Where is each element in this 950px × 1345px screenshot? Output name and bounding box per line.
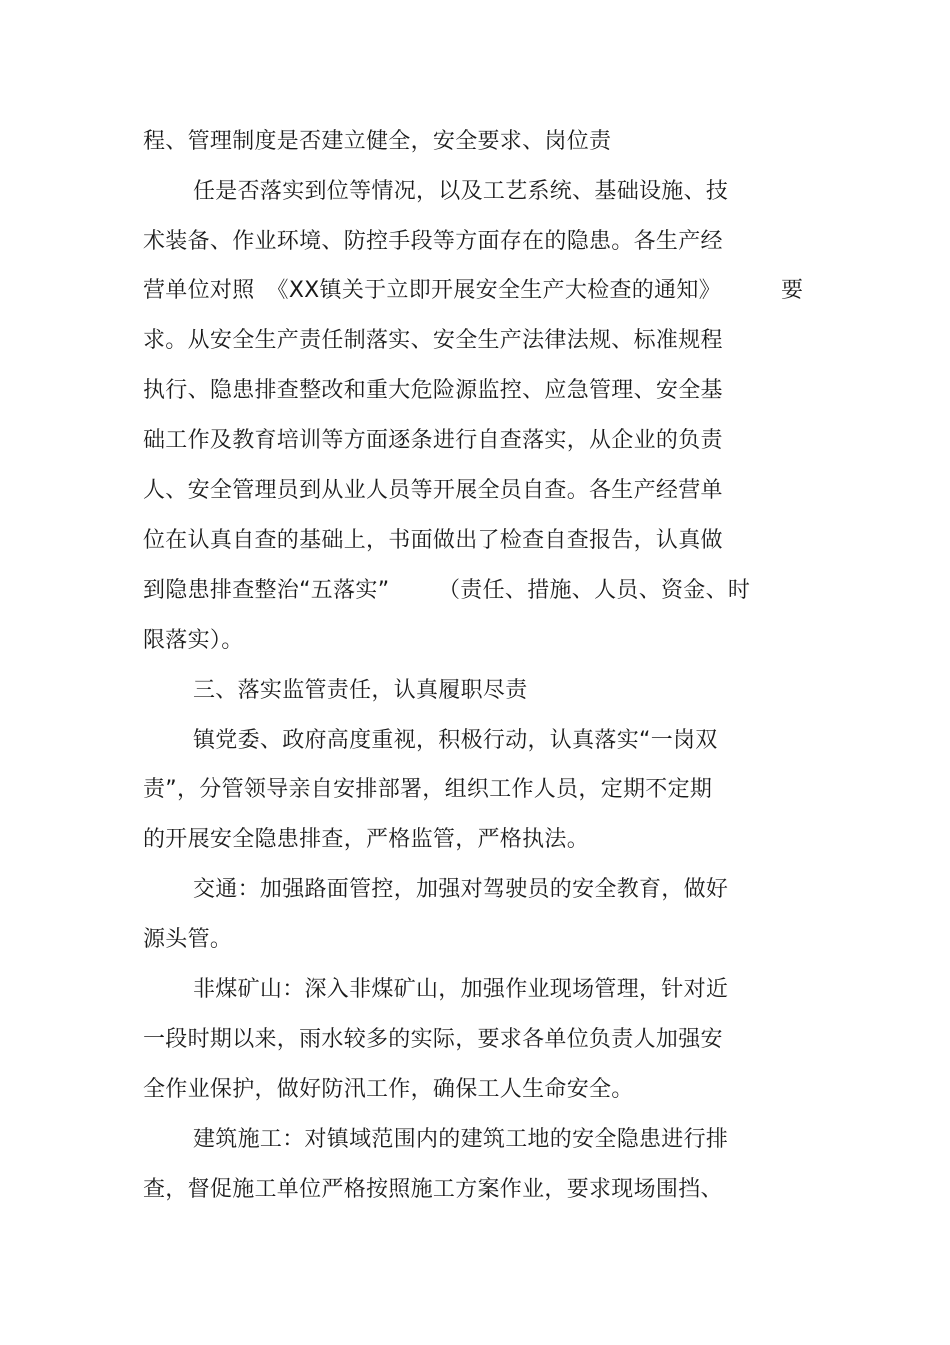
text-line: 交通：加强路面管控，加强对驾驶员的安全教育，做好 [193, 877, 729, 902]
text-line: 源头管。 [143, 927, 233, 952]
text-line: 任是否落实到位等情况，以及工艺系统、基础设施、技 [193, 179, 729, 204]
text-segment: 要 [781, 278, 804, 303]
text-line [143, 276, 721, 306]
text-line: 人、安全管理员到从业人员等开展全员自查。各生产经营单 [143, 478, 723, 503]
text-line: 限落实）。 [143, 628, 244, 653]
text-line: 查，督促施工单位严格按照施工方案作业，要求现场围挡、 [143, 1177, 723, 1202]
text-line: 全作业保护，做好防汛工作，确保工人生命安全。 [143, 1077, 634, 1102]
text-line: 非煤矿山：深入非煤矿山，加强作业现场管理，针对近 [193, 977, 729, 1002]
section-heading: 三、落实监管责任，认真履职尽责 [193, 678, 528, 703]
text-segment: （责任、措施、人员、资金、时 [438, 578, 751, 603]
text-line: 程、管理制度是否建立健全，安全要求、岗位责 [143, 129, 612, 154]
text-line: 术装备、作业环境、防控手段等方面存在的隐患。各生产经 [143, 229, 723, 254]
text-line: 位在认真自查的基础上，书面做出了检查自查报告，认真做 [143, 528, 723, 553]
text-line: 责”，分管领导亲自安排部署，组织工作人员，定期不定期 [143, 777, 713, 802]
notice-title: 《XX镇关于立即开展安全生产大检查的通知》 [266, 278, 721, 303]
text-line: 镇党委、政府高度重视，积极行动，认真落实“一岗双 [193, 728, 718, 753]
text-segment: 营单位对照 [143, 278, 255, 303]
text-line: 建筑施工：对镇域范围内的建筑工地的安全隐患进行排 [193, 1127, 729, 1152]
text-line: 执行、隐患排查整改和重大危险源监控、应急管理、安全基 [143, 378, 723, 403]
text-line: 求。从安全生产责任制落实、安全生产法律法规、标准规程 [143, 328, 723, 353]
text-line: 础工作及教育培训等方面逐条进行自查落实，从企业的负责 [143, 428, 723, 453]
text-line: 的开展安全隐患排查，严格监管，严格执法。 [143, 827, 590, 852]
text-line: 一段时期以来，雨水较多的实际，要求各单位负责人加强安 [143, 1027, 723, 1052]
text-line: 到隐患排查整治“五落实” [143, 578, 390, 603]
